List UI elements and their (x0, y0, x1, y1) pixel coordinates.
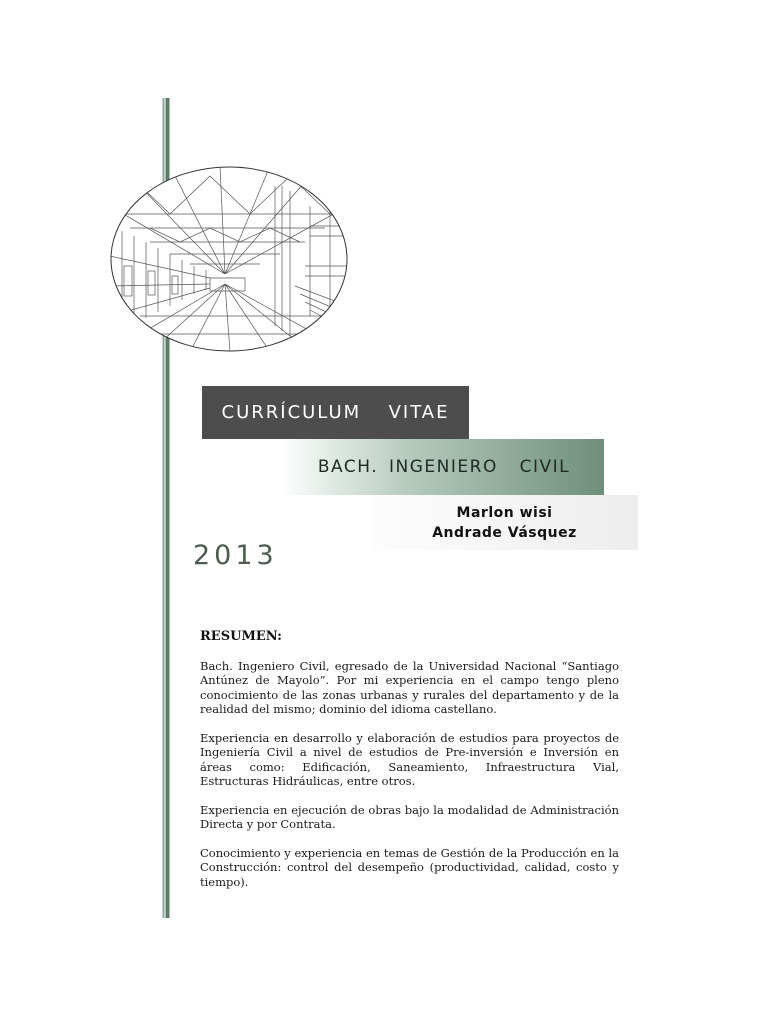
summary-heading: RESUMEN: (200, 629, 282, 644)
curriculum-vitae-title (202, 386, 469, 439)
summary-paragraph: Experiencia en desarrollo y elaboración de estudios para proyectos de Ingeniería Civil a nivel de estudios de Pre-inversión e Inversión en áreas como: Edificación, Saneamiento, Infraestructura Vial, Estructuras Hidráulicas, entre otros. (200, 730, 619, 788)
summary-paragraph: Conocimiento y experiencia en temas de Gestión de la Producción en la Construcción: control del desempeño (productividad, calidad, costo y tiempo). (200, 845, 619, 889)
name-banner (371, 495, 638, 550)
degree-text: BACH. INGENIERO CIVIL (317, 457, 571, 477)
curriculum-vitae-title-text: CURRÍCULUM VITAE (221, 402, 450, 423)
name-line-2: Andrade Vásquez (432, 524, 577, 541)
year-label: 2013 (193, 540, 278, 571)
degree-banner (284, 439, 604, 495)
summary-paragraph: Experiencia en ejecución de obras bajo la modalidad de Administración Directa y por Contrata. (200, 802, 619, 831)
summary-paragraph: Bach. Ingeniero Civil, egresado de la Universidad Nacional “Santiago Antúnez de Mayolo”. Por mi experiencia en el campo tengo pleno conocimiento de las zonas urbanas y rurales del departamento y de la realidad del mismo; dominio del idioma castellano. (200, 658, 619, 716)
summary-section (200, 630, 619, 903)
architecture-sketch-image (110, 166, 348, 352)
name-line-1: Marlon wisi (456, 504, 553, 521)
